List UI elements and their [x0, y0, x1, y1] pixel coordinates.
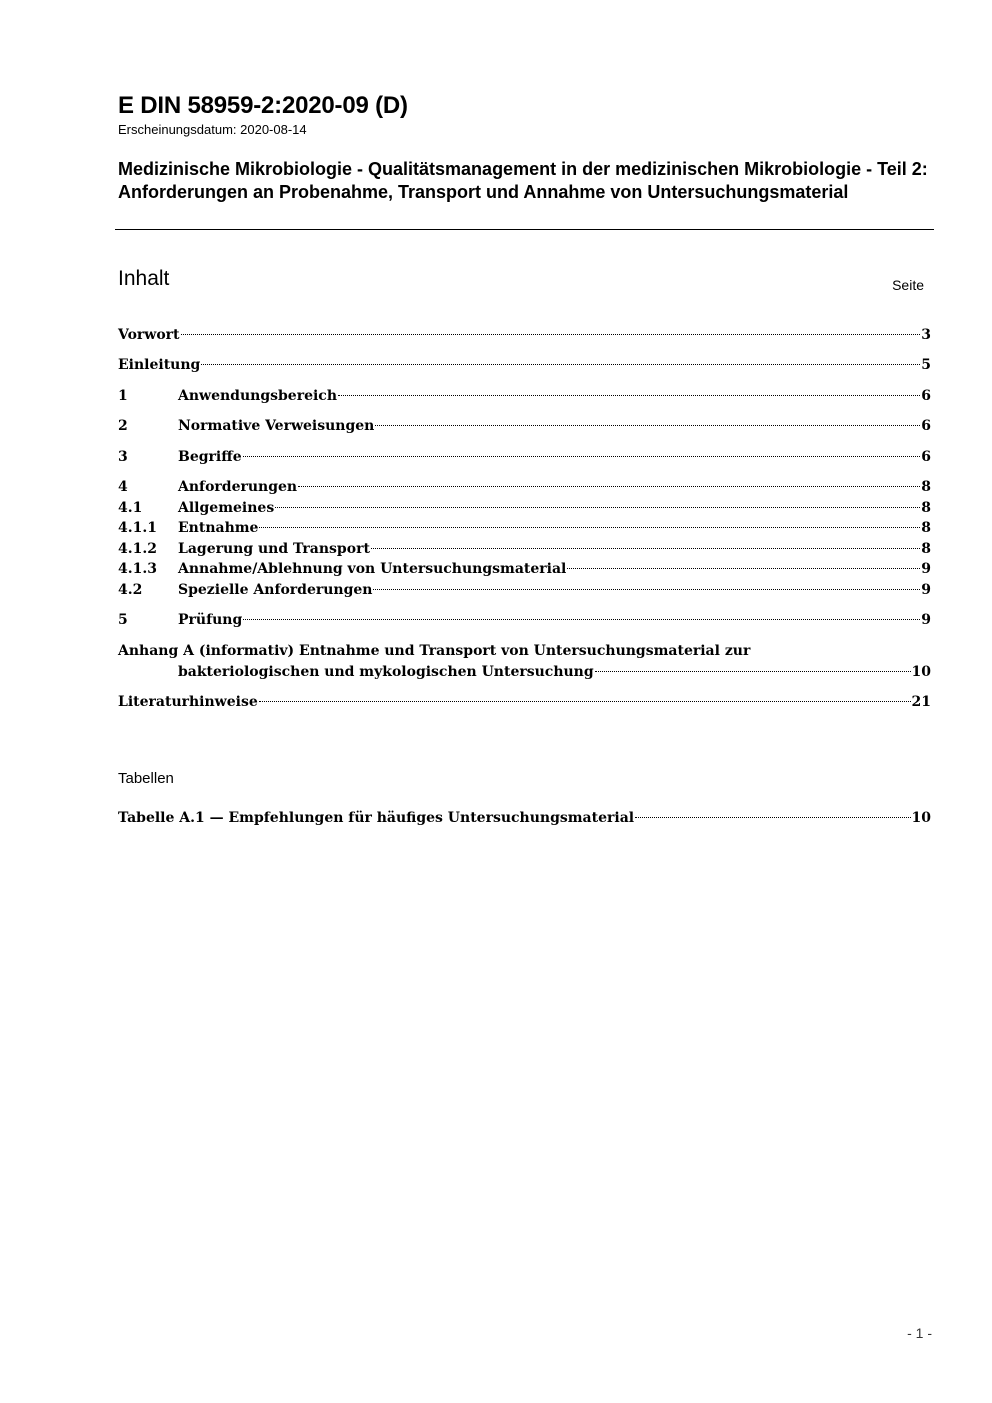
- toc-entry-title: Literaturhinweise: [118, 694, 258, 710]
- toc-entry-page: 8: [921, 500, 931, 516]
- toc-entry-page: 21: [911, 694, 931, 710]
- toc-entry-title: Normative Verweisungen: [178, 418, 375, 434]
- toc-bibliography-entry[interactable]: [118, 692, 931, 712]
- toc-entry[interactable]: [118, 477, 931, 497]
- document-title: Medizinische Mikrobiologie - Qualitätsmanagement in der medizinischen Mikrobiologie - Teil 2: Anforderungen an Probenahme, Transport und Annahme von Untersuchungsmaterial: [118, 159, 928, 202]
- page-column-label: Seite: [892, 277, 924, 293]
- toc-entry-number: 4.1.2: [118, 541, 157, 557]
- toc-annex-entry-continued[interactable]: [178, 662, 931, 682]
- toc-entry-title: Anwendungsbereich: [178, 388, 337, 404]
- toc-entry-page: 5: [921, 357, 931, 373]
- toc-entry-number: 5: [118, 612, 128, 628]
- table-entry-page: 10: [911, 810, 931, 826]
- toc-leader: [259, 701, 911, 702]
- toc-entry[interactable]: [118, 539, 931, 559]
- toc-entry-title: Entnahme: [178, 520, 259, 536]
- toc-leader: [298, 486, 920, 487]
- toc-entry-page: 10: [911, 664, 931, 680]
- toc-entry-page: 8: [921, 479, 931, 495]
- toc-entry-title: Vorwort: [118, 327, 180, 343]
- toc-entry-title: Annahme/Ablehnung von Untersuchungsmaterial: [178, 561, 567, 577]
- toc-entry-title: Lagerung und Transport: [178, 541, 370, 557]
- page-number: - 1 -: [907, 1325, 932, 1341]
- toc-leader: [243, 456, 921, 457]
- toc-leader: [635, 817, 910, 818]
- toc-entry[interactable]: [118, 447, 931, 467]
- toc-entry[interactable]: [118, 416, 931, 436]
- toc-entry-title: Spezielle Anforderungen: [178, 582, 373, 598]
- toc-leader: [373, 589, 920, 590]
- toc-entry-page: 6: [921, 449, 931, 465]
- toc-entry-number: 4.1.1: [118, 520, 157, 536]
- toc-entry-page: 6: [921, 418, 931, 434]
- toc-annex-entry[interactable]: Anhang A (informativ) Entnahme und Transport von Untersuchungsmaterial zur: [118, 643, 751, 659]
- toc-entry-title: Begriffe: [178, 449, 242, 465]
- toc-entry-page: 9: [921, 561, 931, 577]
- toc-leader: [371, 548, 920, 549]
- toc-entry-number: 4.1.3: [118, 561, 157, 577]
- toc-entry-page: 9: [921, 612, 931, 628]
- toc-entry-page: 9: [921, 582, 931, 598]
- toc-leader: [259, 527, 920, 528]
- toc-entry-page: 6: [921, 388, 931, 404]
- toc-heading: Inhalt: [118, 267, 170, 290]
- toc-entry[interactable]: [118, 559, 931, 579]
- toc-entry-page: 3: [921, 327, 931, 343]
- toc-leader: [375, 425, 920, 426]
- toc-entry-page: 8: [921, 520, 931, 536]
- toc-leader: [338, 395, 920, 396]
- toc-entry-title: Anforderungen: [178, 479, 298, 495]
- title-divider: [115, 229, 934, 230]
- toc-entry-title: bakteriologischen und mykologischen Untersuchung: [178, 664, 594, 680]
- toc-entry[interactable]: [118, 498, 931, 518]
- toc-entry-title: Prüfung: [178, 612, 243, 628]
- toc-entry-number: 1: [118, 388, 128, 404]
- toc-leader: [181, 334, 921, 335]
- toc-entry[interactable]: [118, 518, 931, 538]
- toc-entry-number: 4: [118, 479, 128, 495]
- tables-heading: Tabellen: [118, 770, 174, 787]
- toc-leader: [567, 568, 920, 569]
- toc-entry-title: Einleitung: [118, 357, 201, 373]
- release-date: Erscheinungsdatum: 2020-08-14: [118, 122, 307, 137]
- table-list-entry[interactable]: [118, 808, 931, 828]
- toc-entry-title: Allgemeines: [178, 500, 275, 516]
- toc-entry[interactable]: [118, 355, 931, 375]
- toc-entry-number: 4.2: [118, 582, 143, 598]
- toc-entry-page: 8: [921, 541, 931, 557]
- toc-entry[interactable]: [118, 580, 931, 600]
- table-entry-title: Tabelle A.1 — Empfehlungen für häufiges Untersuchungsmaterial: [118, 810, 635, 826]
- toc-entry[interactable]: [118, 610, 931, 630]
- toc-entry-number: 4.1: [118, 500, 143, 516]
- document-id: E DIN 58959-2:2020-09 (D): [118, 92, 408, 119]
- toc-leader: [243, 619, 920, 620]
- toc-leader: [595, 671, 911, 672]
- toc-entry[interactable]: [118, 386, 931, 406]
- toc-leader: [201, 364, 920, 365]
- toc-entry[interactable]: [118, 325, 931, 345]
- toc-leader: [275, 507, 920, 508]
- toc-entry-number: 2: [118, 418, 128, 434]
- toc-entry-number: 3: [118, 449, 128, 465]
